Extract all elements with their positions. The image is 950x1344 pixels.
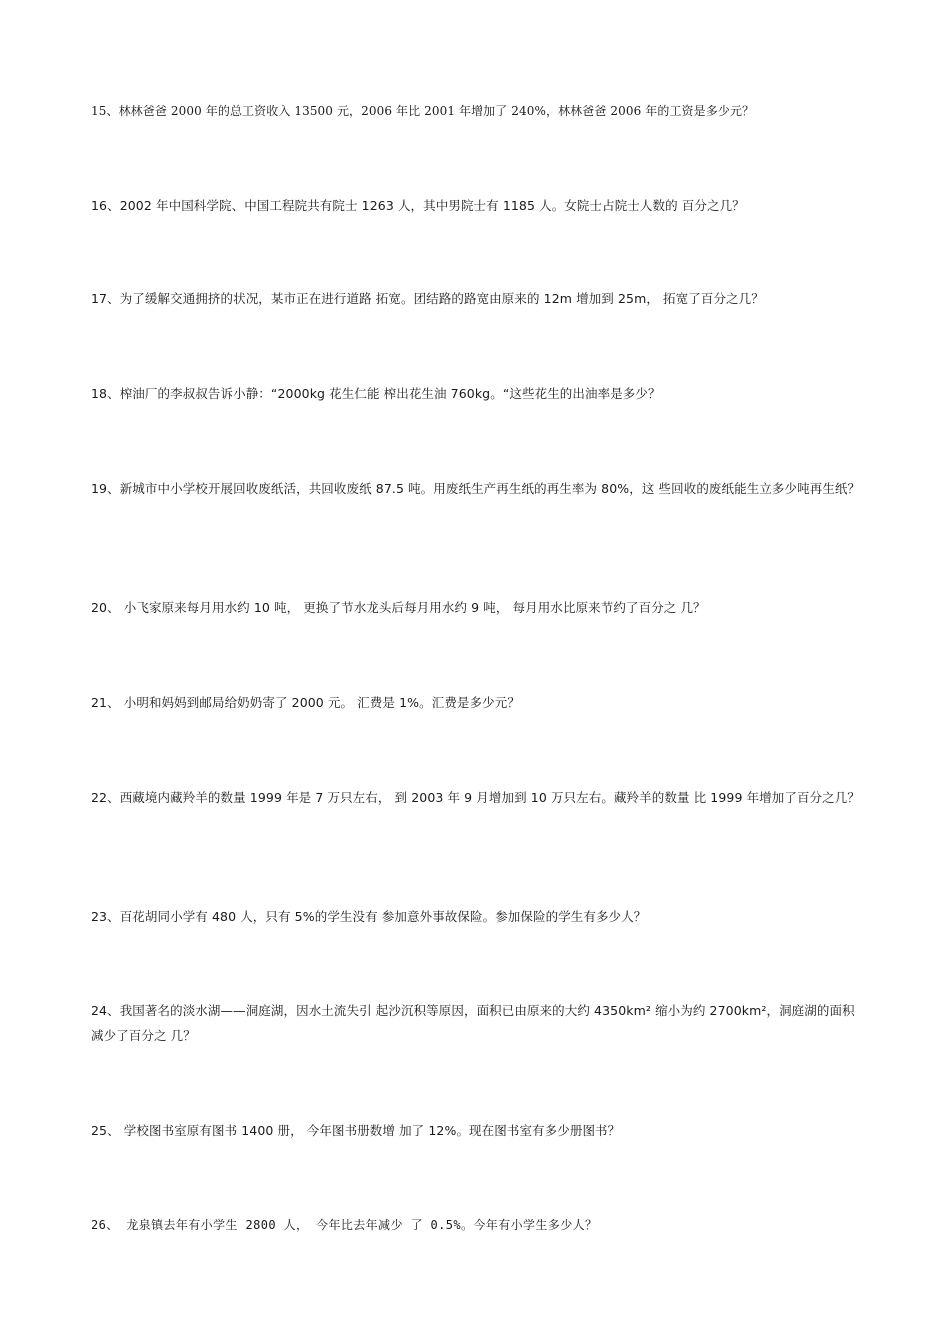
question-20: 20、 小飞家原来每月用水约 10 吨， 更换了节水龙头后每月用水约 9 吨， 每月用水比原来节约了百分之 几？ xyxy=(91,600,706,615)
question-26: 26、 龙泉镇去年有小学生 2800 人， 今年比去年减少 了 0.5%。今年有小学生多少人？ xyxy=(91,1218,598,1232)
question-25: 25、 学校图书室原有图书 1400 册， 今年图书册数增 加了 12%。现在图书室有多少册图书？ xyxy=(91,1123,621,1138)
question-23: 23、百花胡同小学有 480 人，只有 5%的学生没有 参加意外事故保险。参加保险的学生有多少人？ xyxy=(91,909,647,924)
question-16: 16、2002 年中国科学院、中国工程院共有院士 1263 人，其中男院士有 1185 人。女院士占院士人数的 百分之几？ xyxy=(91,198,745,213)
question-17: 17、为了缓解交通拥挤的状况，某市正在进行道路 拓宽。团结路的路宽由原来的 12m 增加到 25m， 拓宽了百分之几？ xyxy=(91,291,764,306)
question-15: 15、林林爸爸 2000 年的总工资收入 13500 元，2006 年比 2001 年增加了 240%，林林爸爸 2006 年的工资是多少元？ xyxy=(91,104,755,118)
question-18: 18、榨油厂的李叔叔告诉小静：“2000kg 花生仁能 榨出花生油 760kg。“这些花生的出油率是多少？ xyxy=(91,386,661,401)
question-19: 19、新城市中小学校开展回收废纸活，共回收废纸 87.5 吨。用废纸生产再生纸的再生率为 80%，这 些回收的废纸能生立多少吨再生纸？ xyxy=(91,481,861,496)
question-24: 24、我国著名的淡水湖——洞庭湖，因水土流失引 起沙沉积等原因，面积已由原来的大约 4350km² 缩小为约 2700km²，洞庭湖的面积减少了百分之 几？ xyxy=(91,1003,855,1043)
question-21: 21、 小明和妈妈到邮局给奶奶寄了 2000 元。 汇费是 1%。汇费是多少元？ xyxy=(91,695,520,710)
question-22: 22、西藏境内藏羚羊的数量 1999 年是 7 万只左右， 到 2003 年 9 月增加到 10 万只左右。藏羚羊的数量 比 1999 年增加了百分之几？ xyxy=(91,790,860,805)
